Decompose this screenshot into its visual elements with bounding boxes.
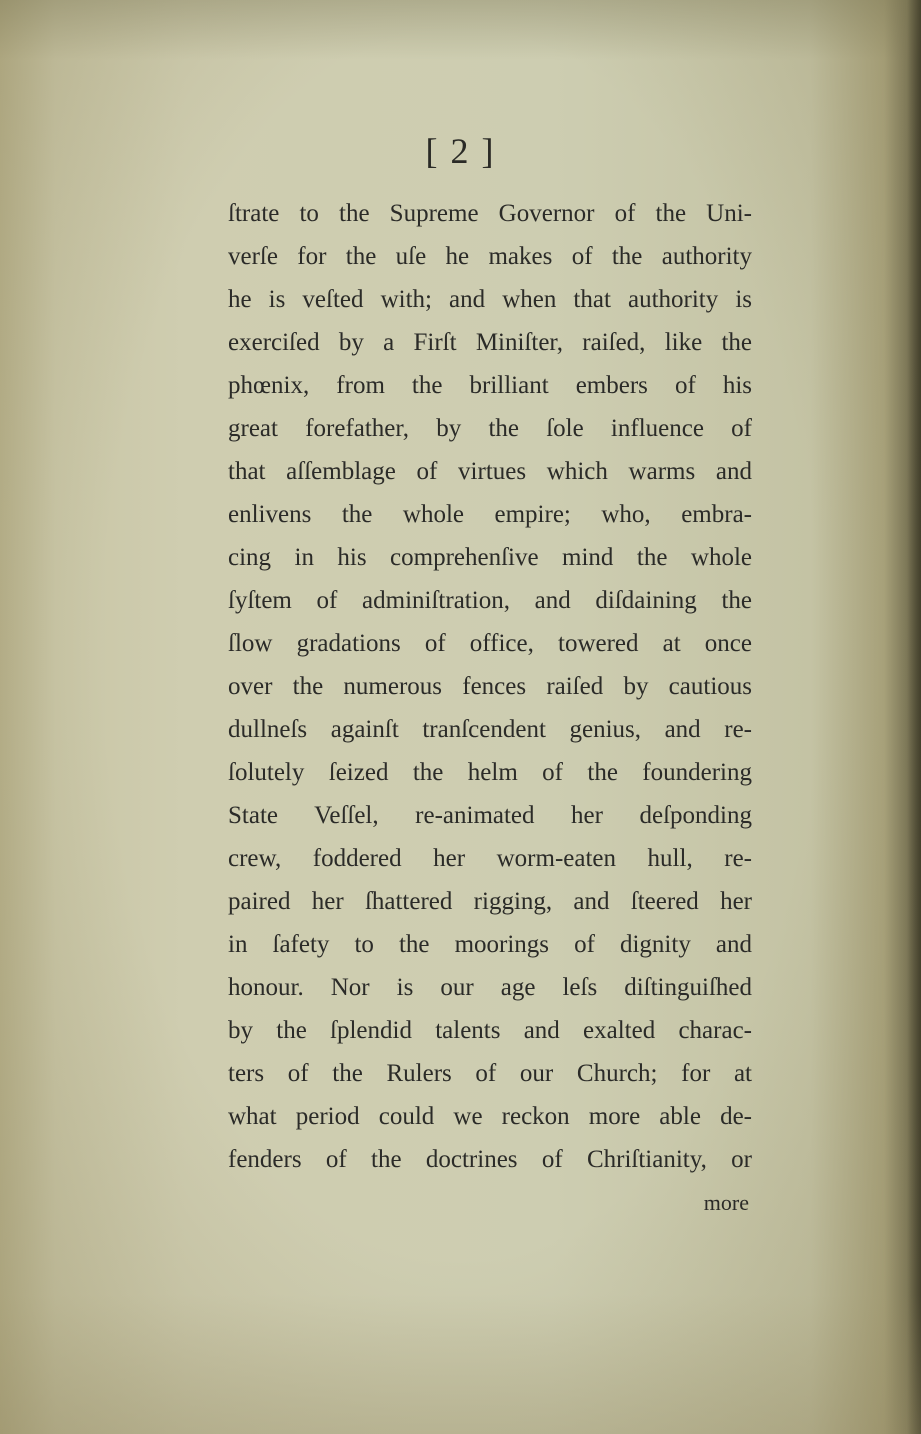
text-line: great forefather, by the ſole influence of <box>228 415 752 442</box>
text-line: cing in his comprehenſive mind the whole <box>228 544 752 571</box>
text-line: phœnix, from the brilliant embers of his <box>228 372 752 399</box>
text-line: by the ſplendid talents and exalted charac- <box>228 1017 752 1044</box>
page-number: [ 2 ] <box>425 131 496 171</box>
text-line: crew, foddered her worm-eaten hull, re- <box>228 845 752 872</box>
text-line: he is veſted with; and when that authority is <box>228 286 752 313</box>
text-line: State Veſſel, re-animated her deſponding <box>228 802 752 829</box>
text-line: that aſſemblage of virtues which warms and <box>228 458 752 485</box>
text-line: paired her ſhattered rigging, and ſteered her <box>228 888 752 915</box>
text-line: in ſafety to the moorings of dignity and <box>228 931 752 958</box>
text-line: ſolutely ſeized the helm of the foundering <box>228 759 752 786</box>
text-line: dullneſs againſt tranſcendent genius, and re- <box>228 716 752 743</box>
text-line: ters of the Rulers of our Church; for at <box>228 1060 752 1087</box>
text-line: exerciſed by a Firſt Miniſter, raiſed, like the <box>228 329 752 356</box>
text-line: ſtrate to the Supreme Governor of the Uni- <box>228 200 752 227</box>
body-text <box>228 192 752 1181</box>
text-line: what period could we reckon more able de- <box>228 1103 752 1130</box>
text-line: enlivens the whole empire; who, embra- <box>228 501 752 528</box>
text-line: verſe for the uſe he makes of the authority <box>228 243 752 270</box>
text-line: honour. Nor is our age leſs diſtinguiſhed <box>228 974 752 1001</box>
text-line: fenders of the doctrines of Chriſtianity, or <box>228 1146 752 1173</box>
catchword: more <box>703 1190 749 1215</box>
text-line: over the numerous fences raiſed by cautious <box>228 673 752 700</box>
binding-shadow <box>907 0 921 1434</box>
text-line: ſlow gradations of office, towered at once <box>228 630 752 657</box>
text-line: ſyſtem of adminiſtration, and diſdaining the <box>228 587 752 614</box>
